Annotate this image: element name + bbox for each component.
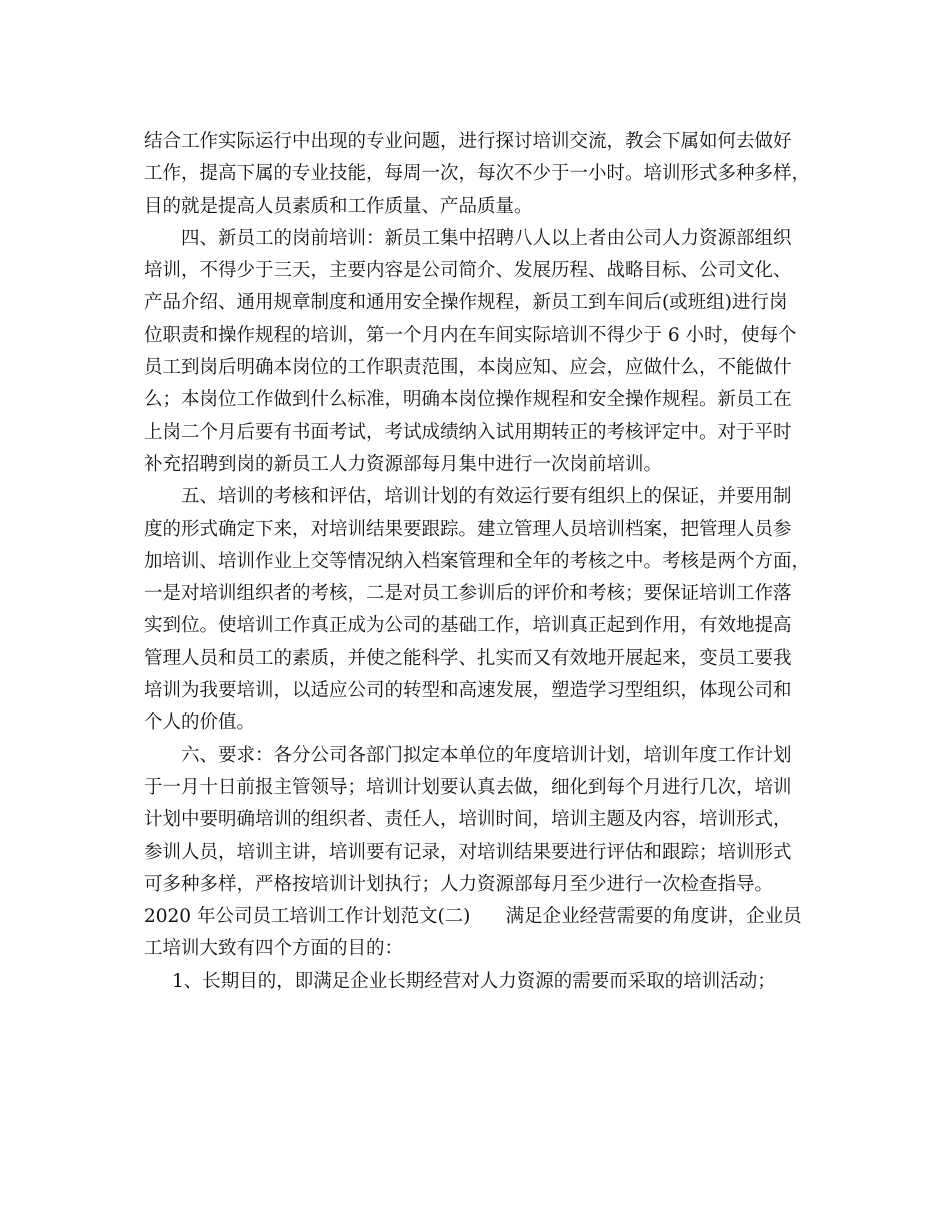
text-line: 工培训大致有四个方面的目的： — [144, 938, 404, 960]
text-line: 个人的价值。 — [144, 712, 256, 734]
text-line: 四、新员工的岗前培训：新员工集中招聘八人以上者由公司人力资源部组织 — [181, 227, 792, 249]
text-line: 上岗二个月后要有书面考试，考试成绩纳入试用期转正的考核评定中。对于平时 — [144, 421, 792, 443]
text-line: 可多种多样，严格按培训计划执行；人力资源部每月至少进行一次检查指导。 — [144, 873, 774, 895]
text-line: 实到位。使培训工作真正成为公司的基础工作，培训真正起到作用，有效地提高 — [144, 615, 792, 637]
text-line: 管理人员和员工的素质，并使之能科学、扎实而又有效地开展起来，变员工要我 — [144, 647, 792, 669]
document-body — [144, 126, 811, 998]
text-line: 员工到岗后明确本岗位的工作职责范围，本岗应知、应会，应做什么，不能做什 — [144, 357, 792, 379]
text-line: 1、长期目的，即满足企业长期经营对人力资源的需要而采取的培训活动； — [172, 970, 776, 992]
text-line: 培训为我要培训，以适应公司的转型和高速发展，塑造学习型组织，体现公司和 — [144, 680, 792, 702]
text-line: 位职责和操作规程的培训，第一个月内在车间实际培训不得少于 6 小时，使每个 — [144, 324, 797, 346]
text-line: 六、要求：各分公司各部门拟定本单位的年度培训计划，培训年度工作计划 — [181, 744, 792, 766]
text-line: 计划中要明确培训的组织者、责任人，培训时间，培训主题及内容，培训形式， — [144, 809, 792, 831]
text-line: 培训，不得少于三天，主要内容是公司简介、发展历程、战略目标、公司文化、 — [144, 260, 792, 282]
text-line: 产品介绍、通用规章制度和通用安全操作规程，新员工到车间后(或班组)进行岗 — [144, 292, 788, 314]
text-line: 2020 年公司员工培训工作计划范文(二) 满足企业经营需要的角度讲，企业员 — [144, 906, 802, 928]
text-line: 补充招聘到岗的新员工人力资源部每月集中进行一次岗前培训。 — [144, 453, 663, 475]
text-line: 么；本岗位工作做到什么标准，明确本岗位操作规程和安全操作规程。新员工在 — [144, 389, 792, 411]
text-line: 加培训、培训作业上交等情况纳入档案管理和全年的考核之中。考核是两个方面， — [144, 550, 811, 572]
text-line: 结合工作实际运行中出现的专业问题，进行探讨培训交流，教会下属如何去做好 — [144, 131, 792, 152]
text-line: 于一月十日前报主管领导；培训计划要认真去做，细化到每个月进行几次，培训 — [144, 776, 792, 798]
text-line: 工作，提高下属的专业技能，每周一次，每次不少于一小时。培训形式多种多样， — [144, 163, 811, 185]
text-line: 目的就是提高人员素质和工作质量、产品质量。 — [144, 195, 533, 217]
text-line: 参训人员，培训主讲，培训要有记录，对培训结果要进行评估和跟踪；培训形式 — [144, 841, 792, 863]
text-line: 一是对培训组织者的考核，二是对员工参训后的评价和考核；要保证培训工作落 — [144, 583, 792, 605]
text-line: 五、培训的考核和评估，培训计划的有效运行要有组织上的保证，并要用制 — [181, 486, 792, 508]
text-line: 度的形式确定下来，对培训结果要跟踪。建立管理人员培训档案，把管理人员参 — [144, 518, 792, 540]
